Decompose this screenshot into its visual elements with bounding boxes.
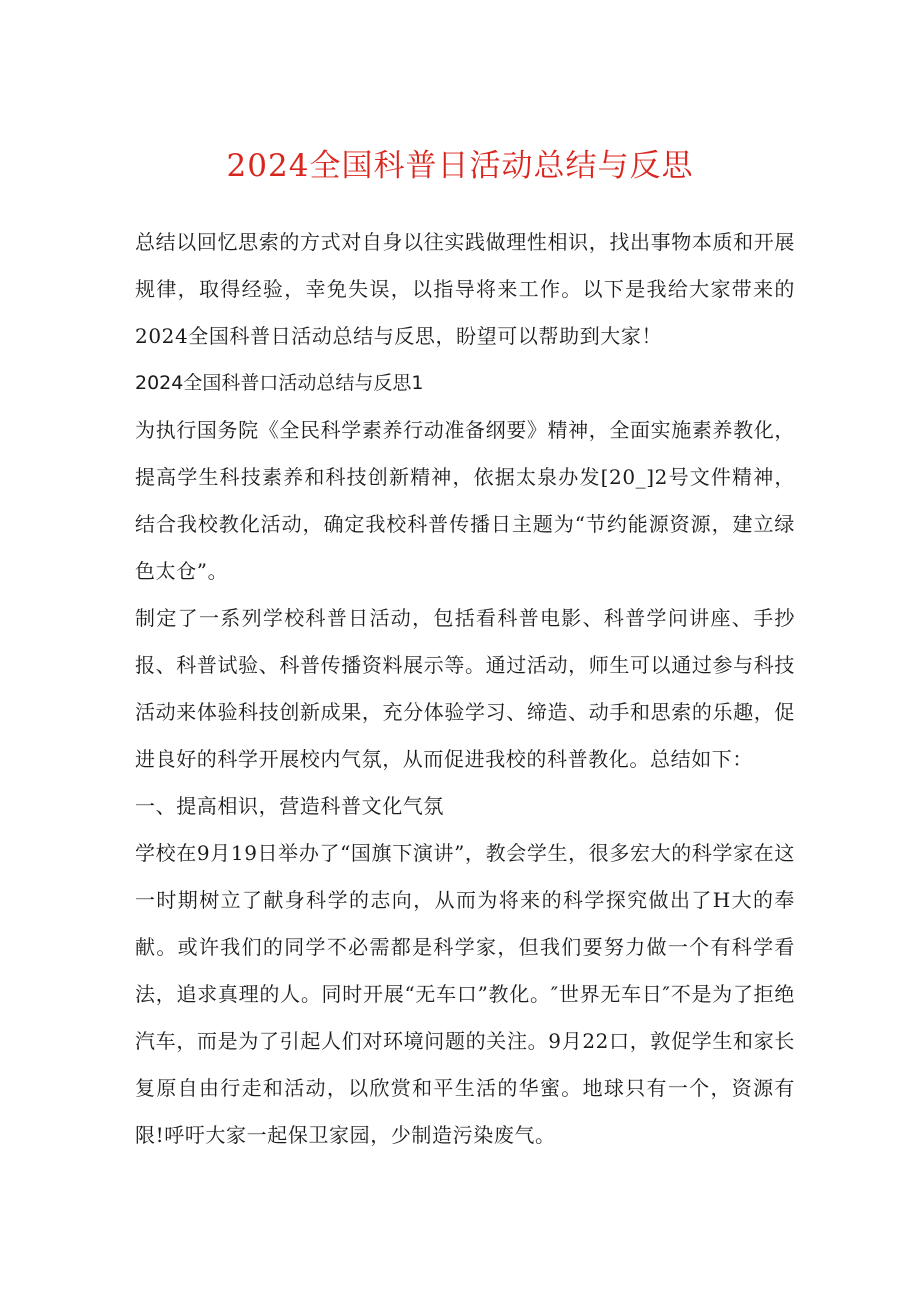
document-body <box>135 219 795 1159</box>
intro-paragraph: 总结以回忆思索的方式对自身以往实践做理性相识，找出事物本质和开展规律，取得经验，幸免失误，以指导将来工作。以下是我给大家带来的2024全国科普日活动总结与反思，盼望可以帮助到大家！ <box>135 230 795 348</box>
body-paragraph: 为执行国务院《全民科学素养行动准备纲要》精神，全面实施素养教化，提高学生科技素养和科技创新精神，依据太泉办发[20_]2号文件精神，结合我校教化活动，确定我校科普传播日主题为“节约能源资源，建立绿色太仓”。 <box>135 418 795 583</box>
document-title: 2024全国科普日活动总结与反思 <box>226 148 694 184</box>
body-paragraph: 制定了一系列学校科普日活动，包括看科普电影、科普学问讲座、手抄报、科普试验、科普传播资料展示等。通过活动，师生可以通过参与科技活动来体验科技创新成果，充分体验学习、缔造、动手和思索的乐趣，促进良好的科学开展校内气氛，从而促进我校的科普教化。总结如下： <box>135 606 795 771</box>
subsection-heading: 一、提高相识，营造科普文化气氛 <box>135 794 444 818</box>
section-heading: 2024全国科普口活动总结与反思1 <box>135 372 424 394</box>
body-paragraph: 学校在9月19日举办了“国旗下演讲”，教会学生，很多宏大的科学家在这一时期树立了献身科学的志向，从而为将来的科学探究做出了H大的奉献。或许我们的同学不必需都是科学家，但我们要努力做一个有科学看法，追求真理的人。同时开展“无车口”教化。″世界无车日″不是为了拒绝汽车，而是为了引起人们对环境问题的关注。9月22口，敦促学生和家长复原自由行走和活动，以欣赏和平生活的华蜜。地球只有一个，资源有限!呼吁大家一起保卫家园，少制造污染废气。 <box>135 841 795 1147</box>
